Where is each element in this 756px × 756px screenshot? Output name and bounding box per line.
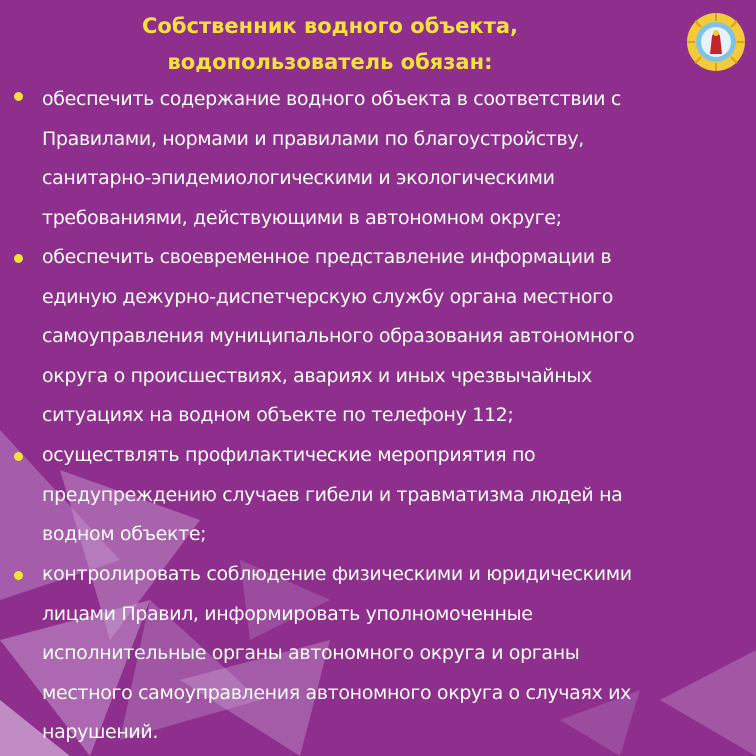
- bullet-icon: [14, 254, 23, 263]
- bullet-icon: [14, 92, 23, 101]
- bullet-icon: [14, 571, 23, 580]
- list-item-text: обеспечить своевременное представление информации в единую дежурно-диспетчерскую службу органа местного самоуправления муниципального образования автономного округа о происшествиях, авариях и иных чрезвычайных ситуациях на водном объекте по телефону 112;: [42, 246, 635, 427]
- page-title: [80, 8, 580, 80]
- bullet-icon: [14, 452, 23, 461]
- list-item: [0, 436, 756, 555]
- list-item: [0, 80, 756, 238]
- obligations-list: [0, 80, 756, 753]
- list-item-text: обеспечить содержание водного объекта в соответствии с Правилами, нормами и правилами по благоустройству, санитарно-эпидемиологическими и экологическими требованиями, действующими в автономном округе;: [42, 88, 621, 229]
- list-item: [0, 238, 756, 436]
- title-line-1: Собственник водного объекта,: [142, 14, 518, 38]
- title-line-2: водопользователь обязан:: [167, 50, 493, 74]
- list-item: [0, 555, 756, 753]
- list-item-text: контролировать соблюдение физическими и юридическими лицами Правил, информировать уполномоченные исполнительные органы автономного округа и органы местного самоуправления автономного округа о случаях их нарушений.: [42, 563, 632, 744]
- sun-emblem-icon: [686, 12, 746, 72]
- list-item-text: осуществлять профилактические мероприятия по предупреждению случаев гибели и травматизма людей на водном объекте;: [42, 444, 623, 546]
